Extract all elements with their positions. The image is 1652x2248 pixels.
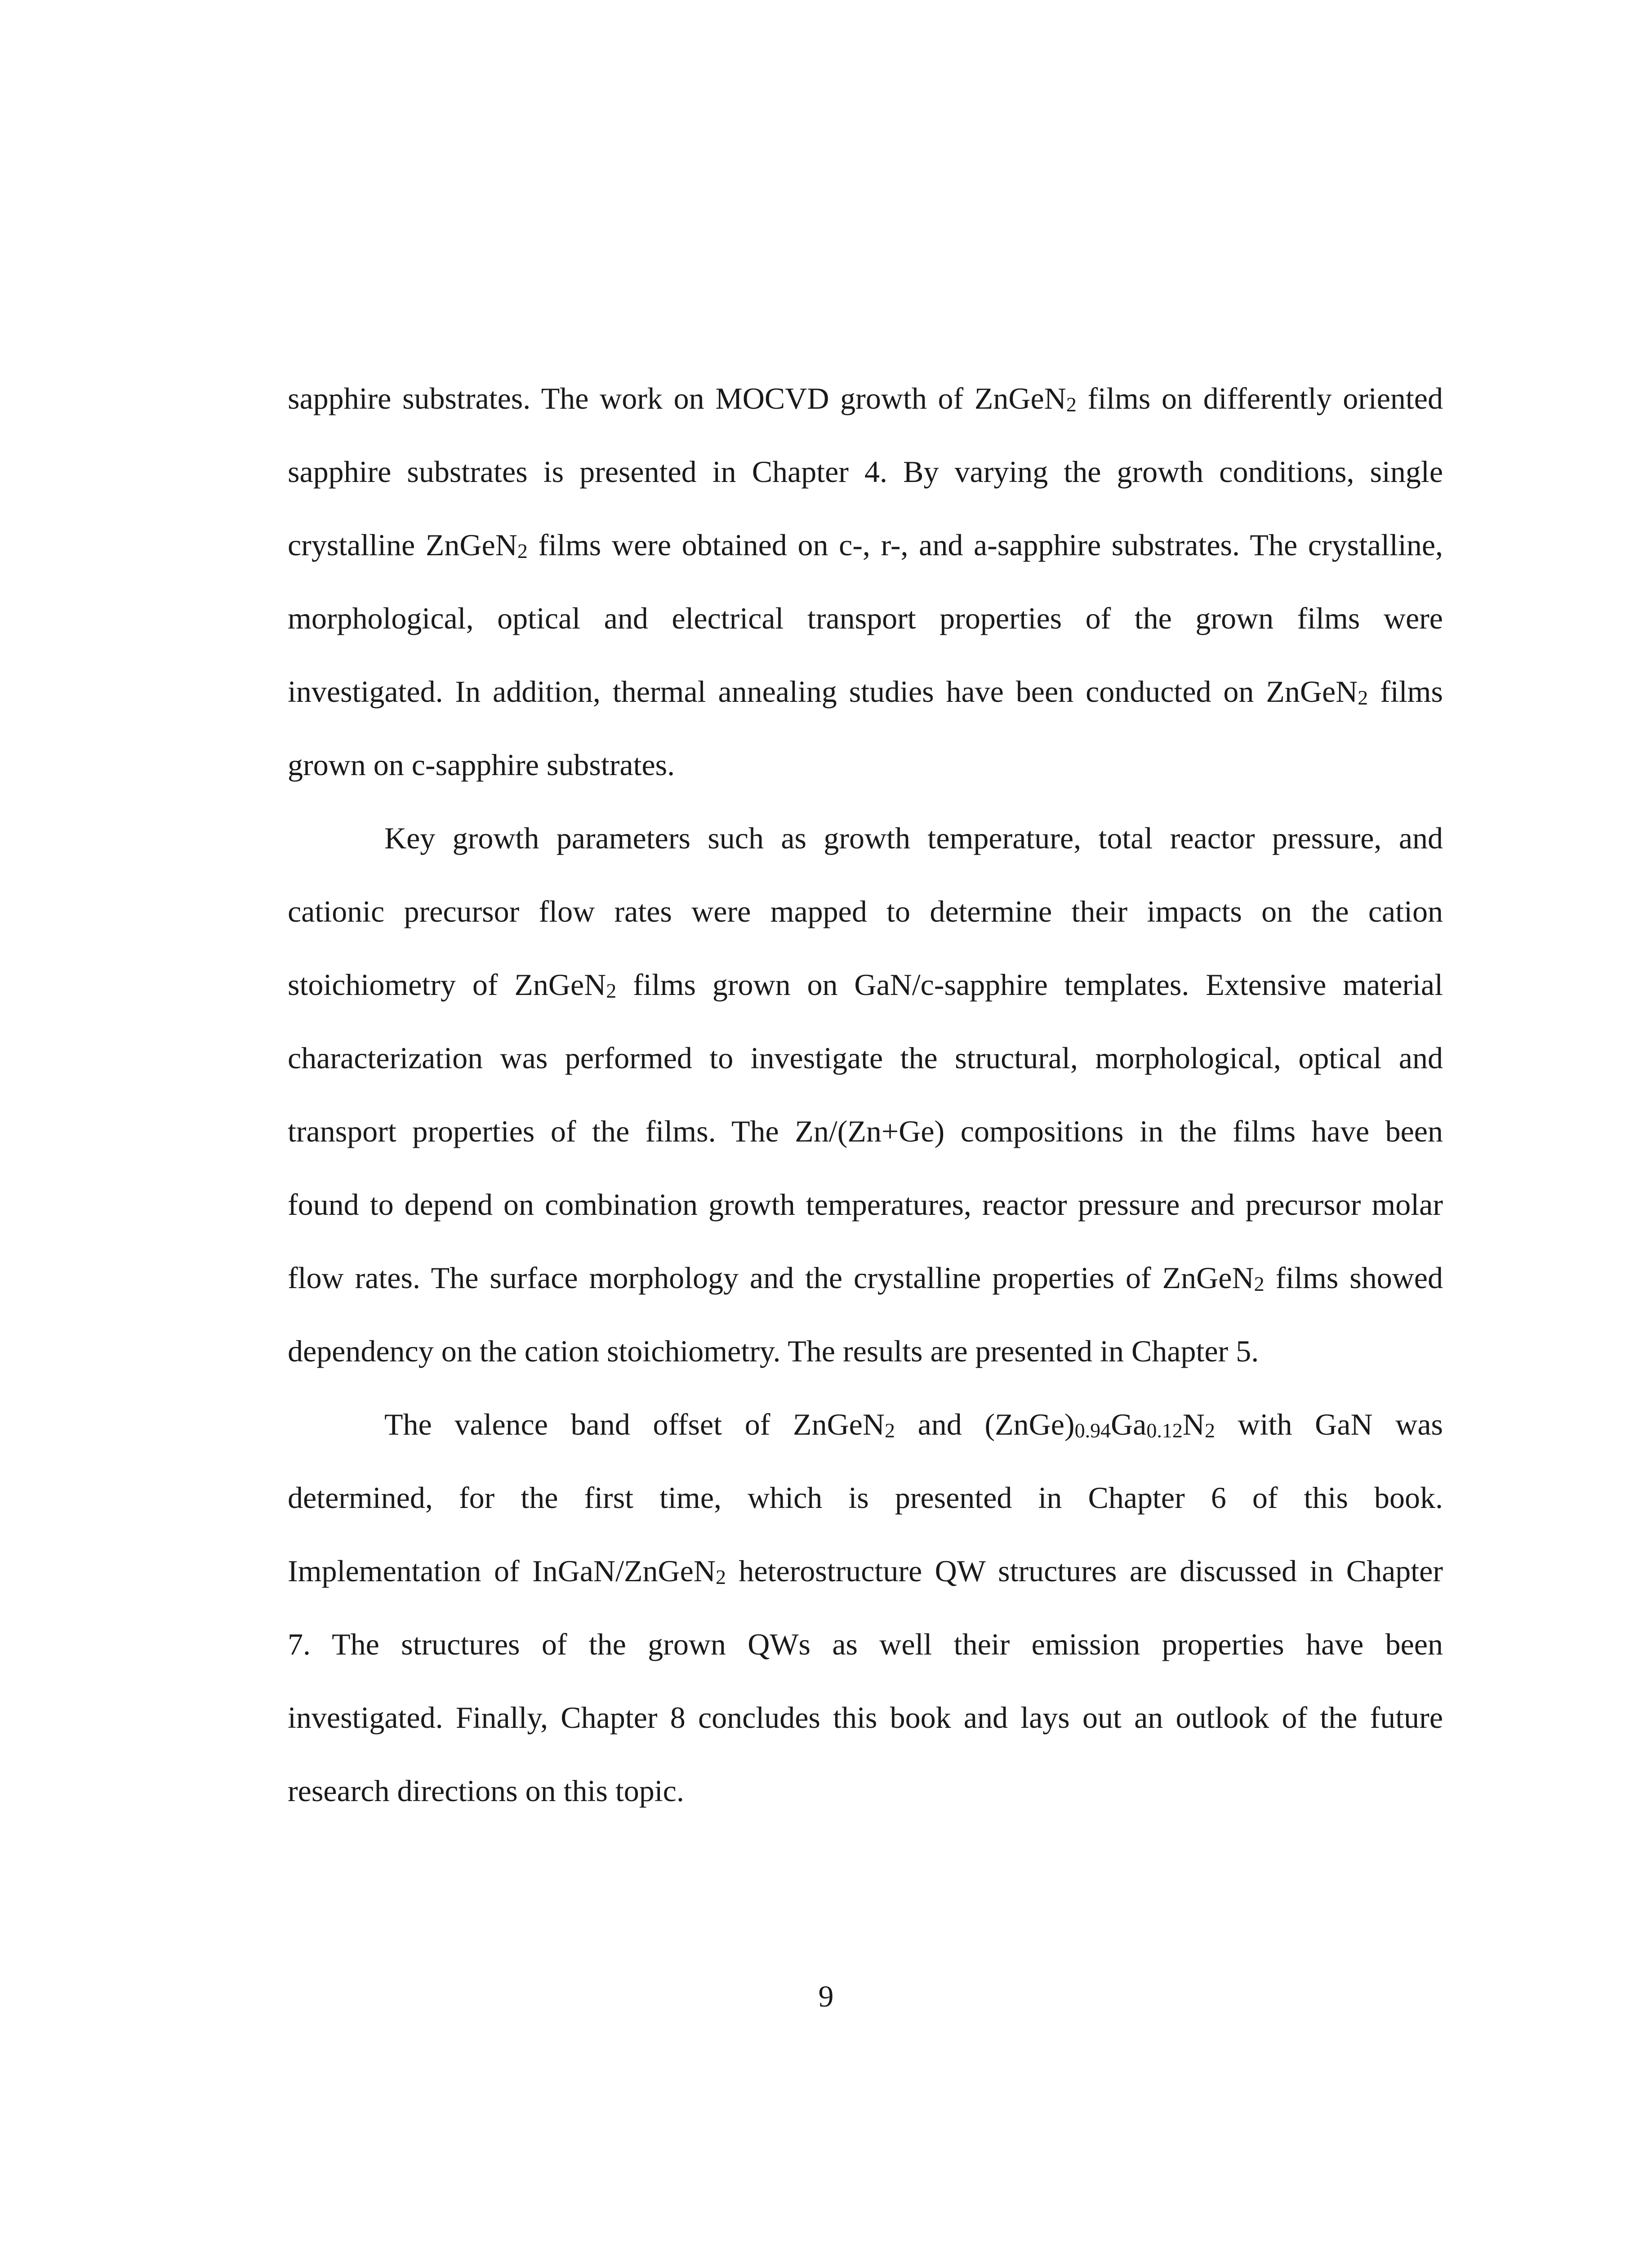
text-line: investigated. Finally, Chapter 8 concludes this book and lays out an outlook of the future bbox=[288, 1700, 1443, 1735]
text-line: investigated. In addition, thermal annealing studies have been conducted on ZnGeN$_2$ films bbox=[288, 674, 1443, 709]
text-line: Key growth parameters such as growth temperature, total reactor pressure, and bbox=[384, 821, 1443, 855]
text-line: found to depend on combination growth temperatures, reactor pressure and precursor molar bbox=[288, 1187, 1443, 1222]
text-line: morphological, optical and electrical transport properties of the grown films were bbox=[288, 601, 1443, 635]
text-line: 7. The structures of the grown QWs as well their emission properties have been bbox=[288, 1627, 1443, 1661]
text-line: research directions on this topic. bbox=[288, 1774, 684, 1808]
text-line: grown on c-sapphire substrates. bbox=[288, 748, 675, 782]
text-line: cationic precursor flow rates were mapped to determine their impacts on the cation bbox=[288, 894, 1443, 928]
paragraph-1 bbox=[288, 362, 1443, 802]
paragraph-3 bbox=[288, 1388, 1443, 1828]
page-number: 9 bbox=[818, 1979, 834, 2013]
text-line: stoichiometry of ZnGeN$_2$ films grown on GaN/c-sapphire templates. Extensive material bbox=[288, 968, 1443, 1002]
text-line: transport properties of the films. The Zn/(Zn+Ge) compositions in the films have been bbox=[288, 1114, 1443, 1148]
text-line: determined, for the first time, which is presented in Chapter 6 of this book. bbox=[288, 1481, 1443, 1515]
text-line: crystalline ZnGeN$_2$ films were obtained on c-, r-, and a-sapphire substrates. The crystalline, bbox=[288, 528, 1443, 562]
text-line: flow rates. The surface morphology and the crystalline properties of ZnGeN$_2$ films showed bbox=[288, 1261, 1443, 1295]
text-line: The valence band offset of ZnGeN$_2$ and $(ZnGe)_{0.94}Ga_{0.12}N_2$ with GaN was bbox=[384, 1407, 1443, 1442]
text-line: dependency on the cation stoichiometry. The results are presented in Chapter 5. bbox=[288, 1334, 1259, 1368]
text-line: sapphire substrates is presented in Chapter 4. By varying the growth conditions, single bbox=[288, 455, 1443, 489]
text-line: sapphire substrates. The work on MOCVD growth of ZnGeN$_2$ films on differently oriented bbox=[288, 381, 1443, 416]
text-line: characterization was performed to investigate the structural, morphological, optical and bbox=[288, 1041, 1443, 1075]
text-line: Implementation of InGaN/ZnGeN$_2$ heterostructure QW structures are discussed in Chapter bbox=[288, 1554, 1443, 1588]
paragraph-2 bbox=[288, 802, 1443, 1388]
body-text bbox=[288, 362, 1443, 1828]
